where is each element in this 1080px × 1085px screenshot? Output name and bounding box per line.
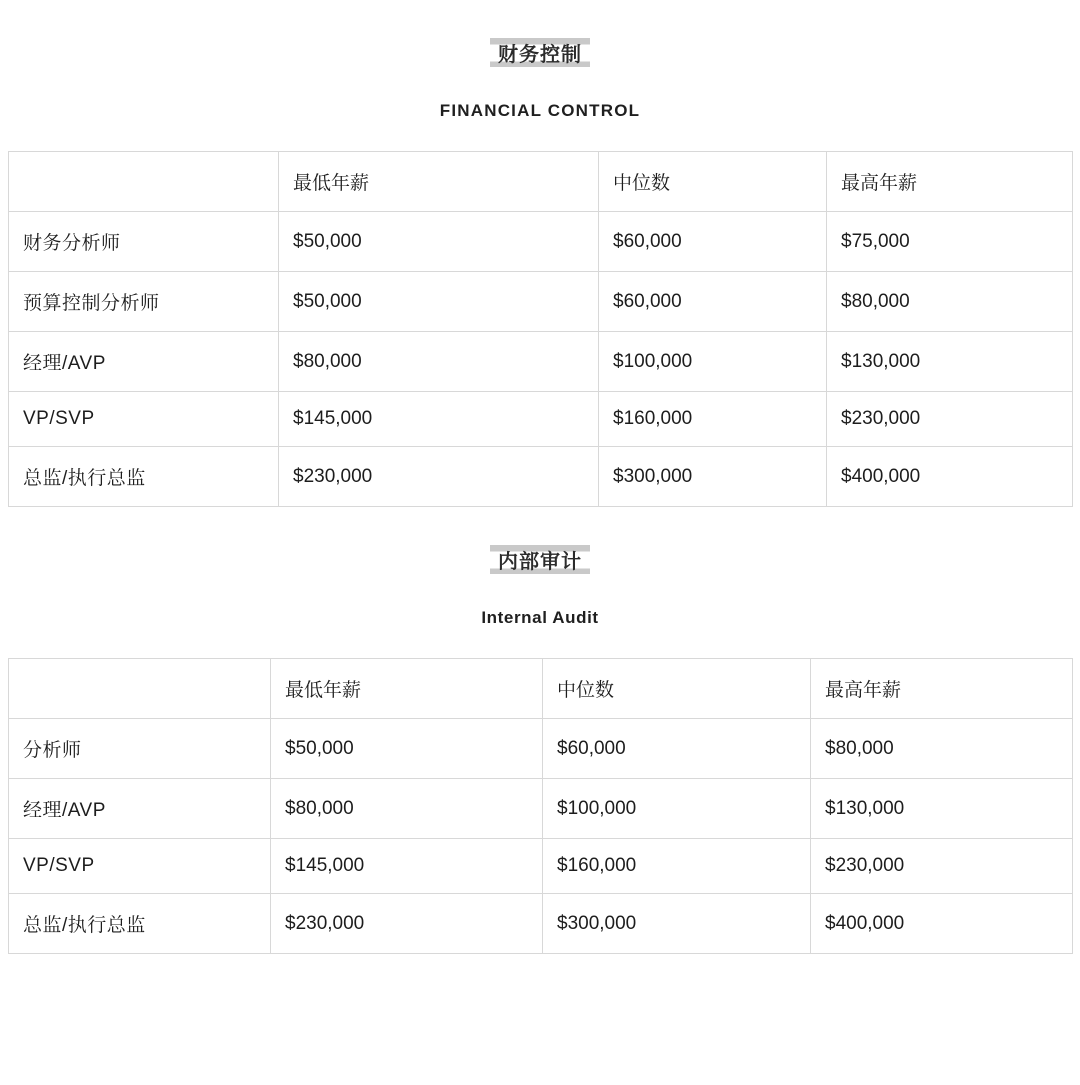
table-row [9,272,1073,332]
row-max: $80,000 [827,272,1073,332]
salary-table-financial-control [8,151,1073,507]
table-row [9,894,1073,954]
column-header-role [9,152,279,212]
table-header-row [9,659,1073,719]
row-role: 总监/执行总监 [9,447,279,507]
row-role: 预算控制分析师 [9,272,279,332]
row-role: 经理/AVP [9,332,279,392]
section-financial-control [0,0,1080,507]
row-min: $145,000 [271,839,543,894]
row-min: $50,000 [271,719,543,779]
table-header-row [9,152,1073,212]
section-title-chinese [0,507,1080,582]
row-min: $230,000 [279,447,599,507]
table-row [9,212,1073,272]
row-min: $80,000 [279,332,599,392]
column-header-role [9,659,271,719]
row-median: $100,000 [599,332,827,392]
row-median: $60,000 [543,719,811,779]
row-max: $230,000 [811,839,1073,894]
row-max: $130,000 [811,779,1073,839]
section-title-chinese-text: 财务控制 [490,36,590,69]
column-header-max: 最高年薪 [827,152,1073,212]
section-title-english: FINANCIAL CONTROL [439,101,641,120]
row-max: $80,000 [811,719,1073,779]
row-max: $130,000 [827,332,1073,392]
row-role: 总监/执行总监 [9,894,271,954]
table-row [9,719,1073,779]
section-title-chinese-text: 内部审计 [490,543,590,576]
row-role: 经理/AVP [9,779,271,839]
bottom-spacer [0,954,1080,966]
row-median: $60,000 [599,212,827,272]
column-header-min: 最低年薪 [271,659,543,719]
row-max: $230,000 [827,392,1073,447]
row-min: $80,000 [271,779,543,839]
table-row [9,447,1073,507]
table-row [9,839,1073,894]
row-role: VP/SVP [9,392,279,447]
section-title-chinese [0,0,1080,75]
row-median: $60,000 [599,272,827,332]
salary-table-internal-audit [8,658,1073,954]
table-row [9,392,1073,447]
row-median: $300,000 [599,447,827,507]
section-title-english: Internal Audit [481,608,599,627]
row-role: 分析师 [9,719,271,779]
section-internal-audit [0,507,1080,966]
row-min: $50,000 [279,212,599,272]
column-header-median: 中位数 [543,659,811,719]
row-median: $100,000 [543,779,811,839]
column-header-min: 最低年薪 [279,152,599,212]
row-max: $400,000 [827,447,1073,507]
row-min: $50,000 [279,272,599,332]
row-max: $75,000 [827,212,1073,272]
row-min: $145,000 [279,392,599,447]
row-max: $400,000 [811,894,1073,954]
row-min: $230,000 [271,894,543,954]
table-row [9,779,1073,839]
row-median: $160,000 [543,839,811,894]
row-median: $160,000 [599,392,827,447]
row-role: 财务分析师 [9,212,279,272]
row-median: $300,000 [543,894,811,954]
column-header-max: 最高年薪 [811,659,1073,719]
table-row [9,332,1073,392]
row-role: VP/SVP [9,839,271,894]
column-header-median: 中位数 [599,152,827,212]
